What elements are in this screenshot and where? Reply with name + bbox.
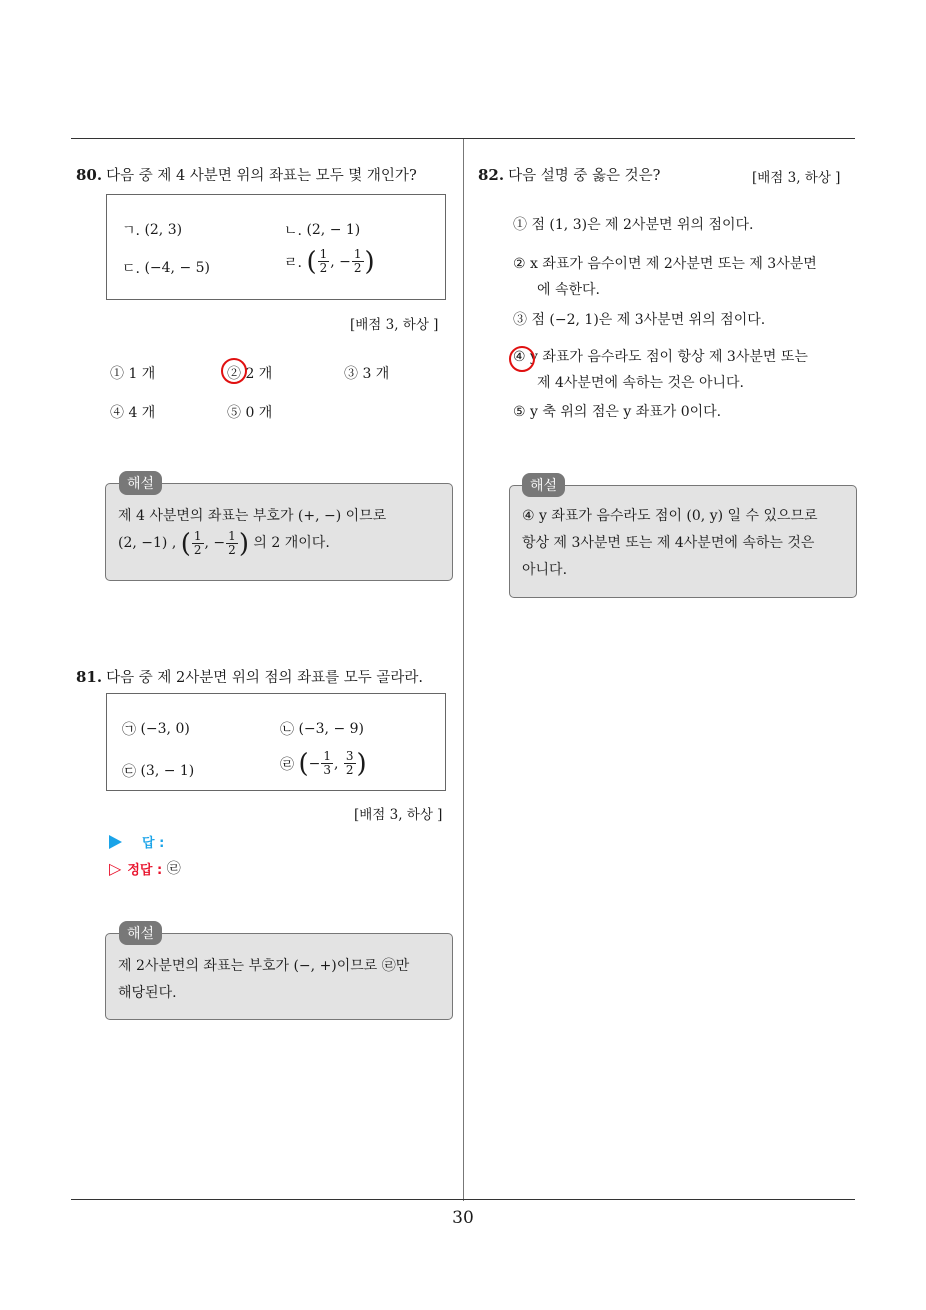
q81-solution-tag: 해설 (119, 921, 162, 945)
q82-solution-text: ④ y 좌표가 음수라도 점이 (0, y) 일 수 있으므로 항상 제 3사분면 또는 제 4사분면에 속하는 것은 아니다. (522, 508, 818, 578)
q80-item-2: ㄴ. (2, − 1) (284, 222, 361, 239)
q81-question: 다음 중 제 2사분면 위의 점의 좌표를 모두 골라라. (106, 670, 423, 686)
q81-answer-line[interactable] (109, 832, 164, 851)
q80-solution-text: 제 4 사분면의 좌표는 부호가 (+, −) 이므로 (2, −1) , ( $\frac{1}{2}$ , − $\frac{1}{2}$ ) 의 2 개이다. (118, 508, 387, 559)
q80-question: 다음 중 제 4 사분면 위의 좌표는 모두 몇 개인가? (106, 168, 417, 184)
fraction: $\frac{3}{2}$ (345, 749, 354, 777)
q82-score: [배점 3, 하상 ] (752, 170, 841, 186)
q81-item-4: ㉣ ( − $\frac{1}{3}$ , $\frac{3}{2}$ ) (280, 748, 367, 779)
q81-number: 81. (76, 668, 103, 686)
q81-correct-value: ㉣ (166, 861, 181, 877)
q80-number: 80. (76, 166, 103, 184)
q81-item-2: ㉡ (−3, − 9) (280, 721, 365, 738)
fraction: $\frac{1}{2}$ (193, 529, 202, 557)
q82-option-2[interactable]: ② x 좌표가 음수이면 제 2사분면 또는 제 3사분면 에 속한다. (513, 256, 817, 298)
fraction: $\frac{1}{2}$ (319, 247, 328, 275)
q82-number: 82. (478, 166, 505, 184)
fraction: $\frac{1}{2}$ (353, 247, 362, 275)
q81-solution-text: 제 2사분면의 좌표는 부호가 (−, +)이므로 ㉣만 해당된다. (118, 958, 410, 1001)
q80-answer-circle-mark (221, 358, 247, 384)
q81-correct-label: 정답 : (127, 862, 163, 878)
q80-title (76, 164, 417, 185)
q82-option-3[interactable]: ③ 점 (−2, 1)은 제 3사분면 위의 점이다. (513, 312, 766, 328)
q81-item-1: ㉠ (−3, 0) (122, 721, 190, 738)
q81-item-3: ㉢ (3, − 1) (122, 763, 195, 780)
q82-title (478, 164, 660, 185)
q81-title (76, 666, 423, 687)
q80-choice-3[interactable]: ③ 3 개 (344, 366, 390, 382)
column-divider (463, 139, 464, 1201)
q82-solution-tag: 해설 (522, 473, 565, 497)
q81-correct-line (109, 858, 181, 878)
q80-item-4: ㄹ. ( $\frac{1}{2}$ , − $\frac{1}{2}$ ) (284, 246, 375, 277)
q82-option-4[interactable]: ④ y 좌표가 음수라도 점이 항상 제 3사분면 또는 제 4사분면에 속하는 것은 아니다. (513, 349, 808, 391)
fraction: $\frac{1}{2}$ (228, 529, 236, 557)
page-number: 30 (452, 1208, 474, 1228)
play-arrow-icon (109, 835, 122, 849)
q82-option-1[interactable]: ① 점 (1, 3)은 제 2사분면 위의 점이다. (513, 217, 754, 233)
q82-answer-circle-mark (509, 346, 535, 372)
q80-item-1: ㄱ. (2, 3) (122, 222, 183, 239)
bottom-rule (71, 1199, 855, 1200)
q82-question: 다음 설명 중 옳은 것은? (508, 168, 661, 184)
outline-arrow-icon: ▷ (109, 858, 122, 878)
q80-solution-tag: 해설 (119, 471, 162, 495)
q80-item-3: ㄷ. (−4, − 5) (122, 260, 210, 277)
q81-answer-label: 답 : (142, 836, 165, 851)
q80-choice-1[interactable]: ① 1 개 (110, 366, 156, 382)
q80-item-box (106, 194, 446, 300)
q80-score: [배점 3, 하상 ] (350, 317, 439, 333)
fraction: $\frac{1}{3}$ (323, 749, 331, 777)
q80-choice-2[interactable]: ② 2 개 (227, 366, 273, 382)
q81-score: [배점 3, 하상 ] (354, 807, 443, 823)
q82-option-5[interactable]: ⑤ y 축 위의 점은 y 좌표가 0이다. (513, 404, 722, 420)
q80-choice-5[interactable]: ⑤ 0 개 (227, 405, 273, 421)
q80-choice-4[interactable]: ④ 4 개 (110, 405, 156, 421)
